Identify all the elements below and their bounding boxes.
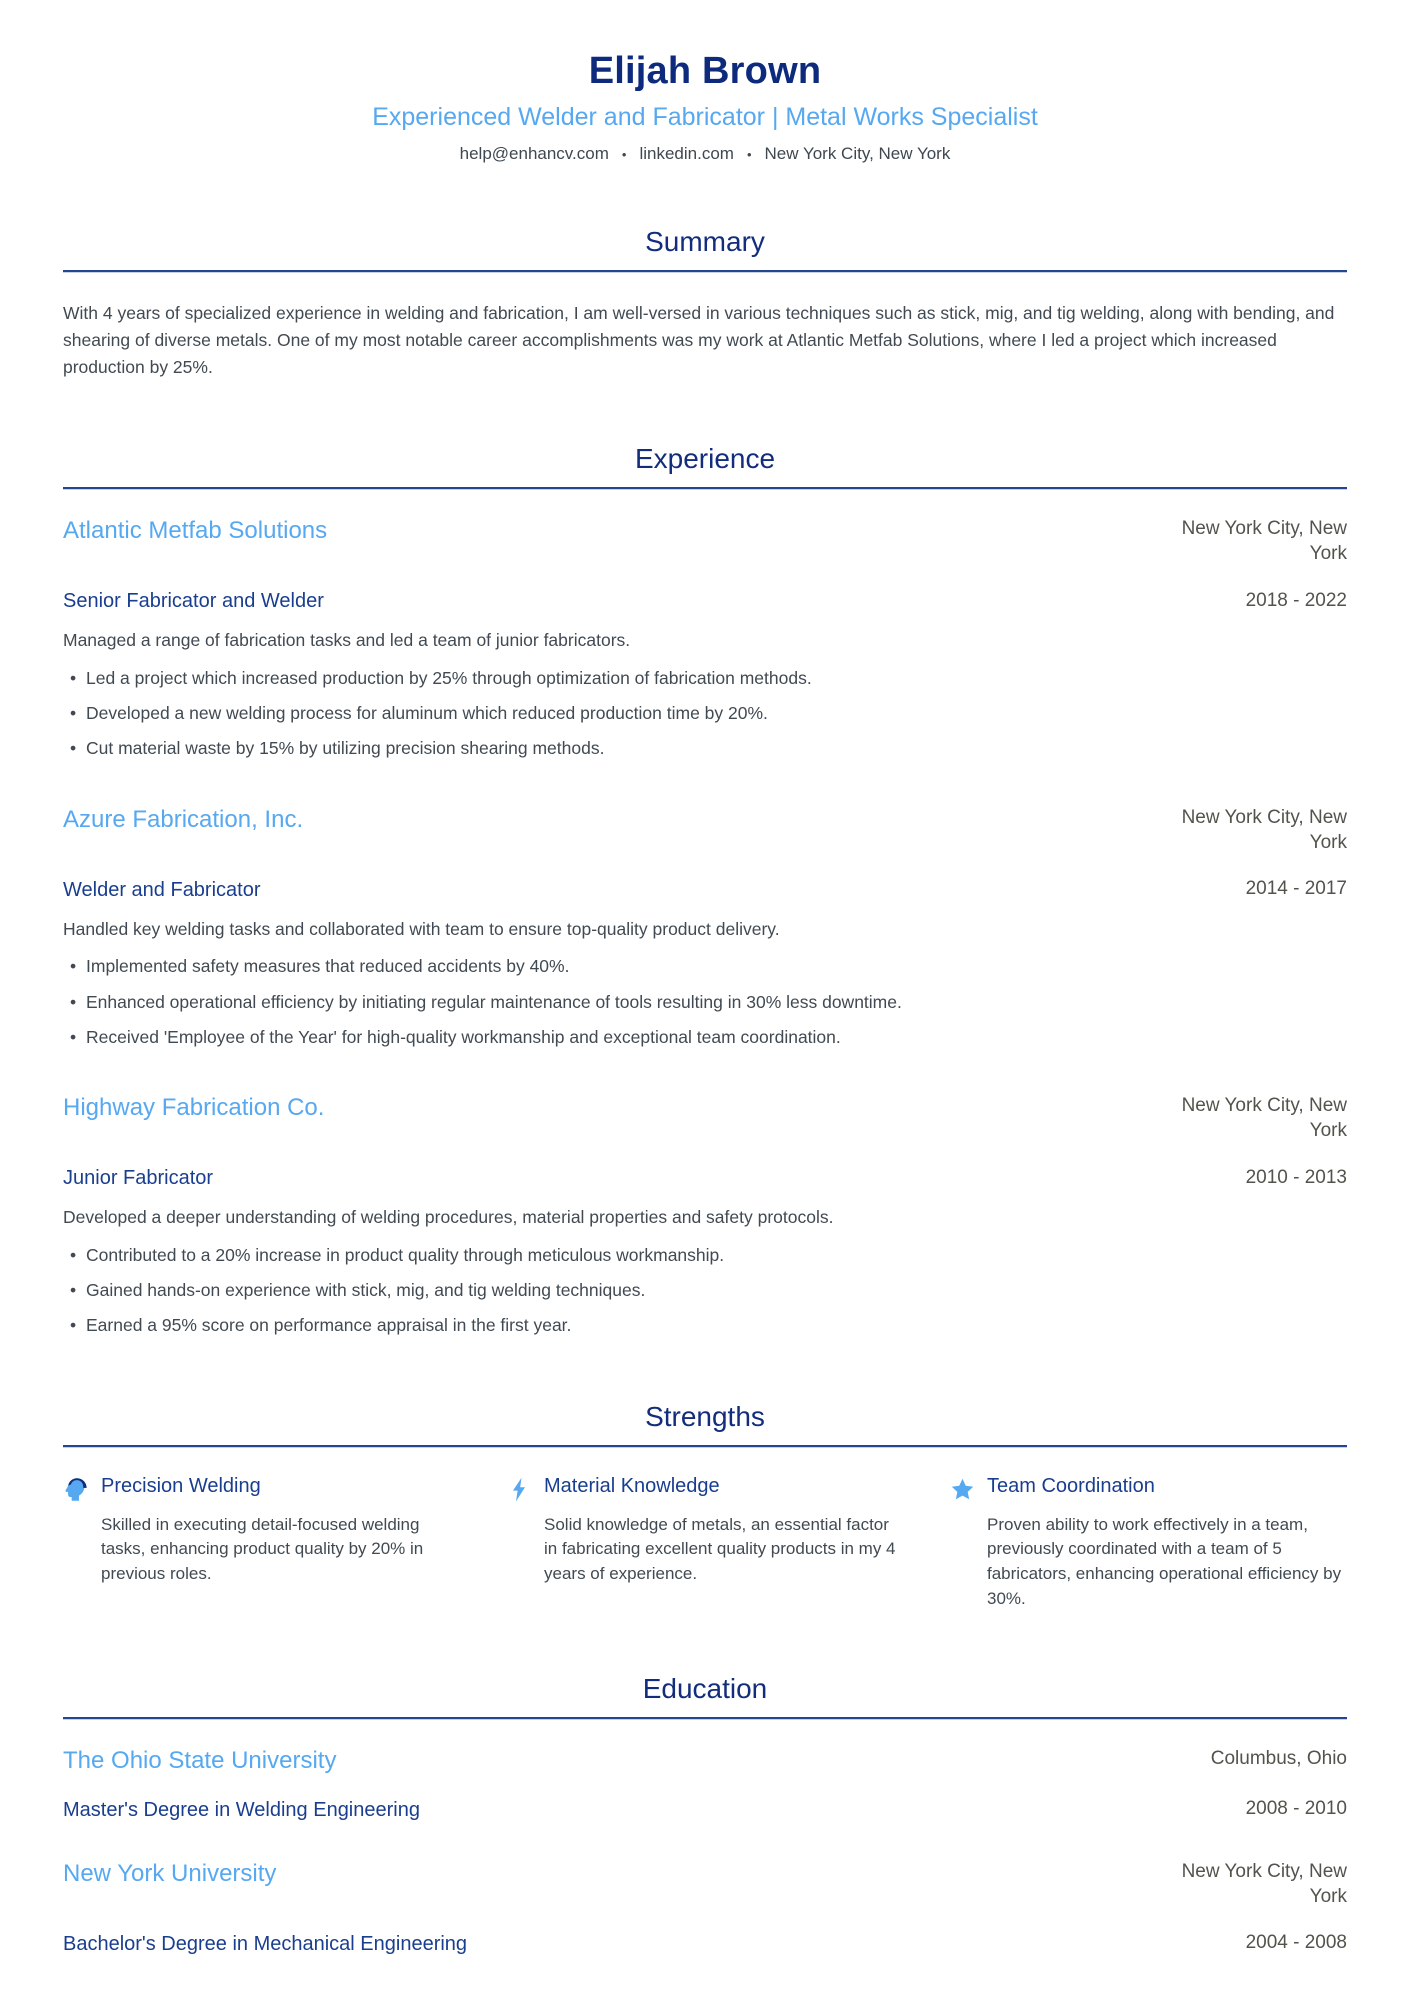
- education-section: [63, 1673, 1347, 1956]
- education-dates: 2008 - 2010: [1245, 1798, 1347, 1820]
- education-entry: [63, 1860, 1347, 1956]
- strength-title: Team Coordination: [987, 1474, 1155, 1497]
- contact-separator-icon: •: [621, 146, 627, 162]
- job-bullet: • Earned a 95% score on performance appraisal in the first year.: [63, 1313, 1347, 1338]
- job-description: Developed a deeper understanding of welding procedures, material properties and safety protocols.: [63, 1207, 834, 1228]
- company-name: Atlantic Metfab Solutions: [63, 517, 328, 545]
- job-dates: 2018 - 2022: [1245, 589, 1347, 611]
- strengths-heading: Strengths: [63, 1401, 1347, 1447]
- company-name: Azure Fabrication, Inc.: [63, 805, 304, 833]
- school-location: Columbus, Ohio: [1210, 1748, 1347, 1770]
- star-icon: [949, 1476, 976, 1503]
- job-location: New York City, New York: [1181, 1095, 1347, 1141]
- strength-item: [63, 1475, 461, 1612]
- job-bullet: • Received 'Employee of the Year' for high-quality workmanship and exceptional team coordination.: [63, 1025, 1347, 1050]
- school-name: The Ohio State University: [63, 1747, 337, 1775]
- candidate-name: Elijah Brown: [588, 50, 822, 92]
- lightning-icon: [506, 1476, 533, 1503]
- contact-separator-icon: •: [746, 146, 752, 162]
- strength-item: [506, 1475, 904, 1612]
- experience-section: [63, 443, 1347, 1338]
- company-name: Highway Fabrication Co.: [63, 1094, 325, 1122]
- contact-line: [63, 144, 1347, 164]
- job-location: New York City, New York: [1181, 518, 1347, 565]
- job-location: New York City, New York: [1181, 806, 1347, 853]
- summary-section: [63, 226, 1347, 381]
- job-bullet: • Developed a new welding process for aluminum which reduced production time by 20%.: [63, 701, 1347, 726]
- experience-heading: Experience: [63, 443, 1347, 489]
- job-bullet-list: [63, 1243, 1347, 1339]
- strength-item: [949, 1475, 1347, 1612]
- job-bullet-list: [63, 666, 1347, 762]
- job-title: Junior Fabricator: [63, 1167, 214, 1190]
- strength-text: Proven ability to work effectively in a team, previously coordinated with a team of 5 fabricators, enhancing operational efficiency by 30%.: [987, 1514, 1342, 1608]
- contact-location: New York City, New York: [764, 144, 951, 163]
- job-bullet-list: [63, 954, 1347, 1050]
- job-bullet: • Cut material waste by 15% by utilizing precision shearing methods.: [63, 736, 1347, 761]
- job-bullet: • Led a project which increased production by 25% through optimization of fabrication methods.: [63, 666, 1347, 691]
- school-location: New York City, New York: [1181, 1860, 1347, 1907]
- strength-text: Solid knowledge of metals, an essential factor in fabricating excellent quality products in my 4 years of experience.: [544, 1514, 896, 1583]
- strength-title: Precision Welding: [101, 1474, 261, 1497]
- education-entry: [63, 1747, 1347, 1822]
- education-dates: 2004 - 2008: [1245, 1932, 1347, 1954]
- experience-entry: [63, 806, 1347, 1050]
- contact-email[interactable]: help@enhancv.com: [459, 144, 609, 163]
- job-bullet: • Enhanced operational efficiency by initiating regular maintenance of tools resulting in 30% less downtime.: [63, 990, 1347, 1015]
- education-heading: Education: [63, 1673, 1347, 1719]
- job-bullet: • Contributed to a 20% increase in product quality through meticulous workmanship.: [63, 1243, 1347, 1268]
- job-dates: 2014 - 2017: [1245, 878, 1347, 900]
- mind-icon: [63, 1476, 90, 1503]
- experience-entry: [63, 1094, 1347, 1338]
- summary-text: With 4 years of specialized experience in welding and fabrication, I am well-versed in various techniques such as stick, mig, and tig welding, along with bending, and shearing of diverse metals. One of my most notable career accomplishments was my work at Atlantic Metfab Solutions, where I led a project which increased production by 25%.: [63, 303, 1335, 378]
- job-dates: 2010 - 2013: [1245, 1166, 1347, 1188]
- summary-heading: Summary: [63, 226, 1347, 272]
- job-description: Managed a range of fabrication tasks and led a team of junior fabricators.: [63, 630, 631, 651]
- strength-title: Material Knowledge: [544, 1474, 720, 1497]
- job-title: Senior Fabricator and Welder: [63, 590, 324, 613]
- experience-entry: [63, 517, 1347, 761]
- resume-header: [63, 50, 1347, 164]
- degree-name: Master's Degree in Welding Engineering: [63, 1798, 420, 1821]
- degree-name: Bachelor's Degree in Mechanical Engineering: [63, 1933, 468, 1955]
- strengths-section: [63, 1401, 1347, 1612]
- candidate-tagline: Experienced Welder and Fabricator | Metal Works Specialist: [372, 103, 1038, 131]
- contact-website[interactable]: linkedin.com: [639, 144, 734, 163]
- strength-text: Skilled in executing detail-focused welding tasks, enhancing product quality by 20% in previous roles.: [101, 1514, 424, 1583]
- job-description: Handled key welding tasks and collaborated with team to ensure top-quality product delivery.: [63, 918, 780, 939]
- job-bullet: • Implemented safety measures that reduced accidents by 40%.: [63, 954, 1347, 979]
- school-name: New York University: [63, 1859, 277, 1887]
- job-title: Welder and Fabricator: [63, 878, 261, 901]
- job-bullet: • Gained hands-on experience with stick, mig, and tig welding techniques.: [63, 1278, 1347, 1303]
